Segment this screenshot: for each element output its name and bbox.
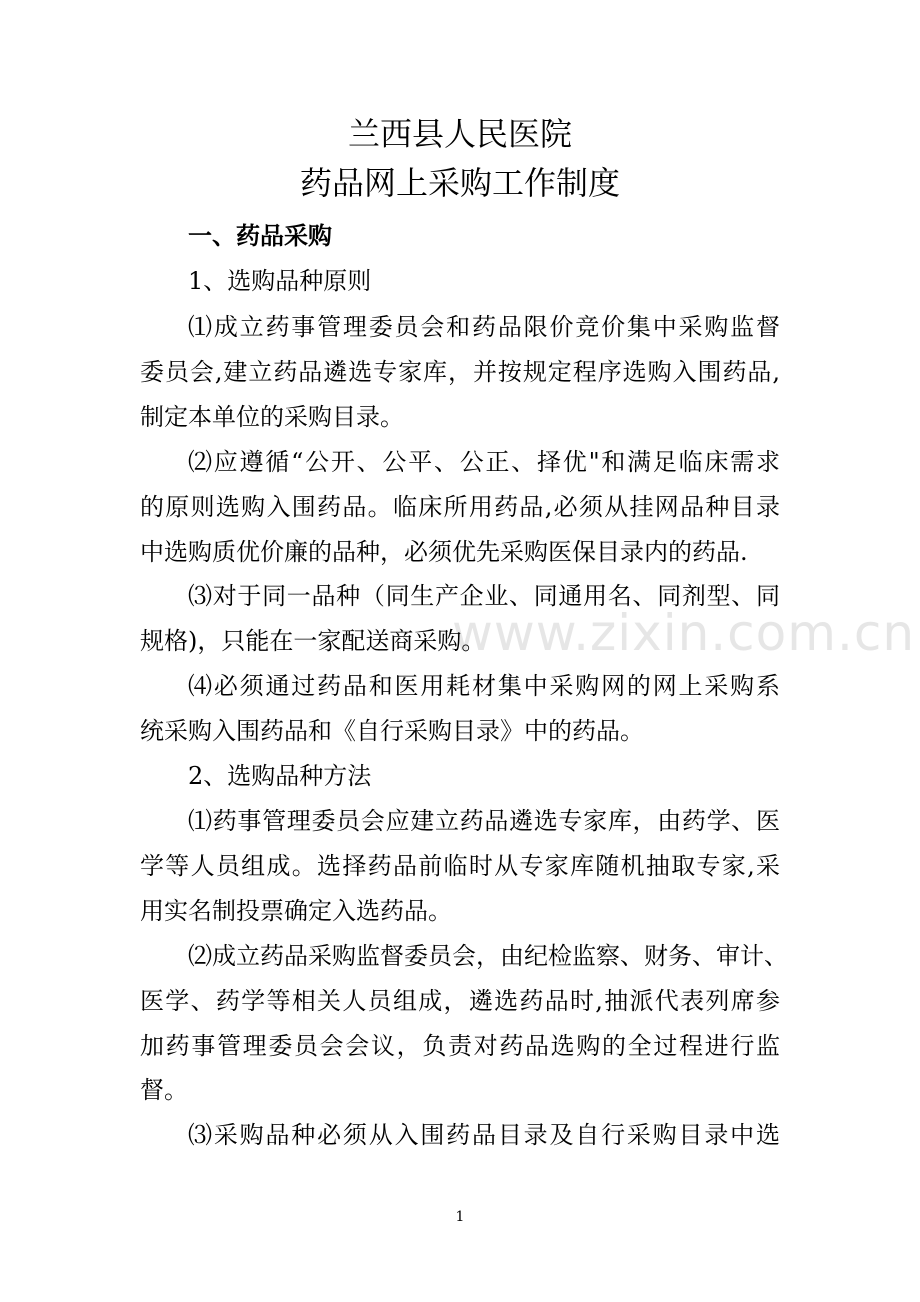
paragraph-line: 中选购质优价廉的品种，必须优先采购医保目录内的药品. (140, 538, 748, 566)
page-number: 1 (455, 1209, 465, 1225)
watermark: www.zixin.com.cn (452, 604, 916, 662)
paragraph-line: ⑴药事管理委员会应建立药品遴选专家库，由药学、医 (188, 807, 780, 835)
paragraph-line: 加药事管理委员会会议，负责对药品选购的全过程进行监 (140, 1032, 780, 1060)
paragraph-line: 医学、药学等相关人员组成，遴选药品时,抽派代表列席参 (140, 987, 780, 1015)
paragraph-line: 督。 (140, 1076, 188, 1104)
subsection-heading: 2、选购品种方法 (188, 762, 372, 790)
paragraph-line: 制定本单位的采购目录。 (140, 403, 404, 431)
subsection-heading: 1、选购品种原则 (188, 267, 372, 295)
paragraph-line: ⑷必须通过药品和医用耗材集中采购网的网上采购系 (188, 672, 780, 700)
paragraph-line: 学等人员组成。选择药品前临时从专家库随机抽取专家,采 (140, 852, 780, 880)
paragraph-line: 用实名制投票确定入选药品。 (140, 897, 452, 925)
paragraph-line: ⑶采购品种必须从入围药品目录及自行采购目录中选 (188, 1121, 780, 1149)
paragraph-line: ⑵成立药品采购监督委员会，由纪检监察、财务、审计、 (188, 942, 788, 970)
paragraph-line: ⑵应遵循“公开、公平、公正、择优"和满足临床需求 (188, 448, 780, 476)
paragraph-line: 委员会,建立药品遴选专家库，并按规定程序选购入围药品, (140, 358, 780, 386)
paragraph-line: 统采购入围药品和《自行采购目录》中的药品。 (140, 717, 644, 745)
document-title-line2: 药品网上采购工作制度 (299, 164, 620, 202)
paragraph-line: ⑴成立药事管理委员会和药品限价竞价集中采购监督 (188, 313, 780, 341)
document-title-line1: 兰西县人民医院 (347, 115, 572, 153)
paragraph-line: ⑶对于同一品种（同生产企业、同通用名、同剂型、同 (188, 582, 780, 610)
paragraph-line: 的原则选购入围药品。临床所用药品,必须从挂网品种目录 (140, 493, 780, 521)
section-heading: 一、药品采购 (188, 222, 332, 250)
paragraph-line: 规格)，只能在一家配送商采购。 (140, 627, 486, 655)
